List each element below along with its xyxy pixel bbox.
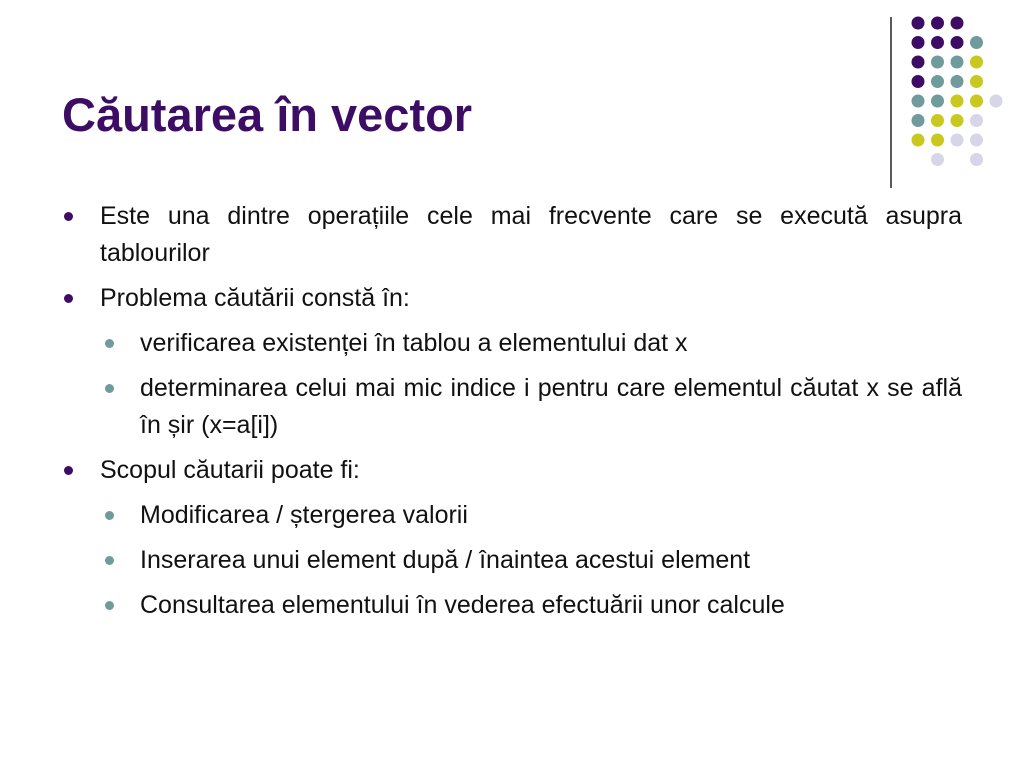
sub-bullet-item (62, 370, 962, 444)
decorative-dot-icon (912, 36, 925, 49)
decorative-dot-icon (912, 17, 925, 30)
decorative-dot-icon (912, 134, 925, 147)
decorative-dot-icon (931, 134, 944, 147)
decorative-dot-icon (970, 134, 983, 147)
decorative-dot-icon (951, 134, 964, 147)
bullet-dot-icon (64, 212, 73, 221)
decorative-dot-icon (970, 153, 983, 166)
sub-bullet-dot-icon (105, 339, 114, 348)
decorative-dot-icon (970, 56, 983, 69)
bullet-text: Scopul căutarii poate fi: (100, 456, 360, 484)
decorative-dot-icon (912, 114, 925, 127)
decorative-dot-icon (931, 75, 944, 88)
decorative-dot-icon (970, 75, 983, 88)
bullet-item (62, 452, 962, 489)
bullet-item (62, 280, 962, 317)
vertical-divider (890, 17, 892, 188)
decorative-dot-icon (912, 75, 925, 88)
sub-bullet-item (62, 497, 962, 534)
bullet-text: determinarea celui mai mic indice i pentru care elementul căutat x se află în șir (x=a[i]) (140, 374, 962, 439)
decorative-dot-icon (931, 17, 944, 30)
bullet-text: Modificarea / ștergerea valorii (140, 501, 468, 529)
sub-bullet-dot-icon (105, 384, 114, 393)
sub-bullet-dot-icon (105, 601, 114, 610)
decorative-dot-icon (970, 36, 983, 49)
decorative-dot-icon (912, 95, 925, 108)
sub-bullet-item (62, 587, 962, 624)
decorative-dot-icon (951, 17, 964, 30)
bullet-dot-icon (64, 466, 73, 475)
decorative-dot-icon (951, 36, 964, 49)
decorative-dot-icon (931, 36, 944, 49)
decorative-dot-icon (970, 114, 983, 127)
decorative-dot-icon (951, 114, 964, 127)
decorative-dot-icon (990, 95, 1003, 108)
sub-bullet-item (62, 542, 962, 579)
decorative-dot-icon (931, 153, 944, 166)
decorative-dot-icon (970, 95, 983, 108)
sub-bullet-item (62, 325, 962, 362)
decorative-dot-icon (951, 95, 964, 108)
bullet-list (62, 198, 962, 632)
decorative-dot-icon (931, 114, 944, 127)
bullet-text: Consultarea elementului în vederea efectuării unor calcule (140, 591, 785, 619)
decorative-dot-icon (931, 56, 944, 69)
slide-title: Căutarea în vector (62, 88, 473, 141)
sub-bullet-dot-icon (105, 556, 114, 565)
sub-bullet-dot-icon (105, 511, 114, 520)
decorative-dot-icon (951, 75, 964, 88)
bullet-dot-icon (64, 294, 73, 303)
bullet-item (62, 198, 962, 272)
bullet-text: Inserarea unui element după / înaintea acestui element (140, 546, 751, 574)
decorative-dot-icon (912, 56, 925, 69)
bullet-text: Problema căutării constă în: (100, 284, 410, 312)
bullet-text: verificarea existenței în tablou a elementului dat x (140, 329, 688, 357)
decorative-dot-icon (931, 95, 944, 108)
bullet-text: Este una dintre operațiile cele mai frecvente care se execută asupra tablourilor (100, 202, 962, 267)
decorative-dot-icon (951, 56, 964, 69)
